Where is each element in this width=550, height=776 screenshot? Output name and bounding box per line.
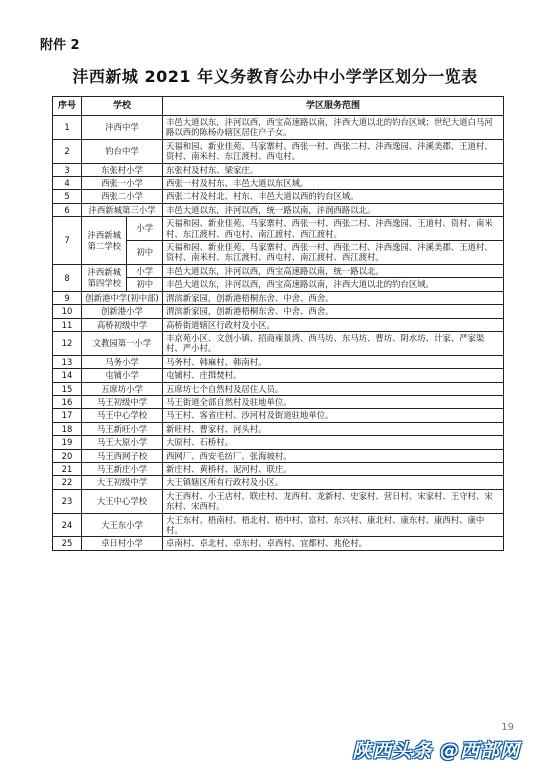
row-number: 10 xyxy=(53,305,82,318)
school-name: 钓台中学 xyxy=(82,139,163,163)
school-name: 马王中心学校 xyxy=(82,409,163,422)
row-number: 19 xyxy=(53,436,82,449)
row-number: 8 xyxy=(53,264,82,291)
school-name: 马王新庄小学 xyxy=(82,462,163,475)
table-row xyxy=(53,291,504,304)
district-scope: 西张一村及村东、丰邑大道以东区域。 xyxy=(163,177,504,190)
district-scope: 屯铺村、庄揖焚村。 xyxy=(163,369,504,382)
page-number: 19 xyxy=(501,722,514,733)
row-number: 3 xyxy=(53,163,82,176)
table-header-row xyxy=(53,97,504,116)
row-number: 4 xyxy=(53,177,82,190)
table-row xyxy=(53,395,504,408)
district-scope: 天福和园、新业佳苑、马家寨村、西张一村、西张二村、沣西逸园、沣溪美郡、王道村、资村、南米村、东江渡村、西屯村、南江渡村、西江渡村。 xyxy=(163,241,504,265)
document-title: 沣西新城 2021 年义务教育公办中小学学区划分一览表 xyxy=(72,67,478,86)
school-name: 创新港中学(初中部) xyxy=(82,291,163,304)
district-scope: 渭滨新家园，创新港梧桐东舍、中舍、西舍。 xyxy=(163,305,504,318)
table-row xyxy=(53,190,504,203)
table-row xyxy=(53,331,504,355)
table-row xyxy=(53,318,504,331)
table-row xyxy=(53,382,504,395)
school-name: 卓日村小学 xyxy=(82,537,163,550)
header-scope: 学区服务范围 xyxy=(163,97,504,116)
school-district-table xyxy=(52,96,504,551)
school-name: 西张一小学 xyxy=(82,177,163,190)
district-scope: 丰邑大道以东，沣河以西，西宝高速路以南，统一路以北。 xyxy=(163,264,504,277)
district-scope: 马王街道全部自然村及驻地单位。 xyxy=(163,395,504,408)
table-row xyxy=(53,355,504,368)
row-number: 18 xyxy=(53,422,82,435)
school-name: 大王初级中学 xyxy=(82,476,163,489)
row-number: 11 xyxy=(53,318,82,331)
row-number: 6 xyxy=(53,203,82,216)
school-name: 大王东小学 xyxy=(82,513,163,537)
school-name: 屯铺小学 xyxy=(82,369,163,382)
district-scope: 新庄村、黄桥村、泥河村、联庄。 xyxy=(163,462,504,475)
school-name: 东张村小学 xyxy=(82,163,163,176)
district-scope: 马王村、客省庄村、沙河村及街道驻地单位。 xyxy=(163,409,504,422)
school-name: 沣西新城第四学校 xyxy=(82,264,127,291)
district-scope: 渭滨新家园，创新港梧桐东舍、中舍、西舍。 xyxy=(163,291,504,304)
district-scope: 五席坊七个自然村及居住人员。 xyxy=(163,382,504,395)
row-number: 25 xyxy=(53,537,82,550)
row-number: 1 xyxy=(53,116,82,140)
row-number: 23 xyxy=(53,489,82,513)
school-name: 沣西中学 xyxy=(82,116,163,140)
table-row xyxy=(53,217,504,241)
district-scope: 大王东村、梧南村、梧北村、梧中村、富村、东兴村、康北村、康东村、康西村、康中村。 xyxy=(163,513,504,537)
district-scope: 丰邑大道以东，沣河以西，西宝高速路以南，沣西大道以北的钓台区域；世纪大道白马河路以西的陈杨办辖区居住户子女。 xyxy=(163,116,504,140)
row-number: 22 xyxy=(53,476,82,489)
header-number: 序号 xyxy=(53,97,82,116)
district-scope: 马务村、韩麻村、韩南村。 xyxy=(163,355,504,368)
school-name: 五席坊小学 xyxy=(82,382,163,395)
table-row xyxy=(53,139,504,163)
school-level: 初中 xyxy=(127,241,163,265)
table-row xyxy=(53,116,504,140)
row-number: 5 xyxy=(53,190,82,203)
school-name: 高桥初级中学 xyxy=(82,318,163,331)
row-number: 24 xyxy=(53,513,82,537)
row-number: 21 xyxy=(53,462,82,475)
school-level: 小学 xyxy=(127,217,163,241)
table-row xyxy=(53,203,504,216)
school-name: 马王西网子校 xyxy=(82,449,163,462)
district-scope: 大原村、石桥村。 xyxy=(163,436,504,449)
table-row xyxy=(53,422,504,435)
row-number: 13 xyxy=(53,355,82,368)
row-number: 17 xyxy=(53,409,82,422)
district-scope: 卓南村、卓北村、卓东村、卓西村、宜都村、兆伦村。 xyxy=(163,537,504,550)
header-school: 学校 xyxy=(82,97,163,116)
school-level: 初中 xyxy=(127,278,163,291)
school-name: 文教园第一小学 xyxy=(82,331,163,355)
school-name: 马王新旺小学 xyxy=(82,422,163,435)
district-scope: 西网厂、西安毛纺厂、张海坡村。 xyxy=(163,449,504,462)
row-number: 12 xyxy=(53,331,82,355)
district-scope: 西张二村及村北、村东、丰邑大道以西的钓台区域。 xyxy=(163,190,504,203)
district-scope: 天福和园、新业佳苑、马家寨村、西张一村、西张二村、沣西逸园、王道村、资村、南米村、东江渡村、西屯村、南江渡村、西江渡村。 xyxy=(163,217,504,241)
school-name: 西张二小学 xyxy=(82,190,163,203)
table-row xyxy=(53,163,504,176)
watermark-logo: 陕西头条 @西部网 xyxy=(352,740,520,762)
table-row xyxy=(53,476,504,489)
table-row xyxy=(53,305,504,318)
table-row xyxy=(53,409,504,422)
table-row xyxy=(53,264,504,277)
school-name: 沣西新城第二学校 xyxy=(82,217,127,265)
table-row xyxy=(53,369,504,382)
school-name: 沣西新城第三小学 xyxy=(82,203,163,216)
row-number: 20 xyxy=(53,449,82,462)
district-scope: 东张村及村东、梁家庄。 xyxy=(163,163,504,176)
district-scope: 丰京苑小区、文创小镇、招商雍景湾、西马坊、东马坊、曹坊、阴水坊、计家、严家渠村、严小村。 xyxy=(163,331,504,355)
school-name: 马王大原小学 xyxy=(82,436,163,449)
row-number: 7 xyxy=(53,217,82,265)
row-number: 2 xyxy=(53,139,82,163)
row-number: 15 xyxy=(53,382,82,395)
district-scope: 丰邑大道以东，沣河以西，西宝高速路以南，沣西大道以北的钓台区域。 xyxy=(163,278,504,291)
district-scope: 丰邑大道以东，沣河以西，统一路以南，沣润西路以北。 xyxy=(163,203,504,216)
district-scope: 天福和园、新业佳苑、马家寨村、西张一村、西张二村、沣西逸园、沣溪美郡、王道村、资村、南米村、东江渡村、西屯村。 xyxy=(163,139,504,163)
table-row xyxy=(53,462,504,475)
row-number: 9 xyxy=(53,291,82,304)
school-level: 小学 xyxy=(127,264,163,277)
district-scope: 新旺村、曹家村、河头村。 xyxy=(163,422,504,435)
school-name: 创新港小学 xyxy=(82,305,163,318)
table-row xyxy=(53,177,504,190)
school-name: 大王中心学校 xyxy=(82,489,163,513)
district-scope: 大王镇辖区所有行政村及小区。 xyxy=(163,476,504,489)
attachment-label: 附件 2 xyxy=(40,38,80,53)
table-row xyxy=(53,537,504,550)
row-number: 14 xyxy=(53,369,82,382)
district-scope: 高桥街道辖区行政村及小区。 xyxy=(163,318,504,331)
table-row xyxy=(53,489,504,513)
table-row xyxy=(53,436,504,449)
school-name: 马务小学 xyxy=(82,355,163,368)
district-scope: 大王西村、小王店村、联庄村、龙西村、龙新村、史家村、营日村、宋家村、王守村、宋东村、宋西村。 xyxy=(163,489,504,513)
table-row xyxy=(53,449,504,462)
table-row xyxy=(53,513,504,537)
school-name: 马王初级中学 xyxy=(82,395,163,408)
row-number: 16 xyxy=(53,395,82,408)
